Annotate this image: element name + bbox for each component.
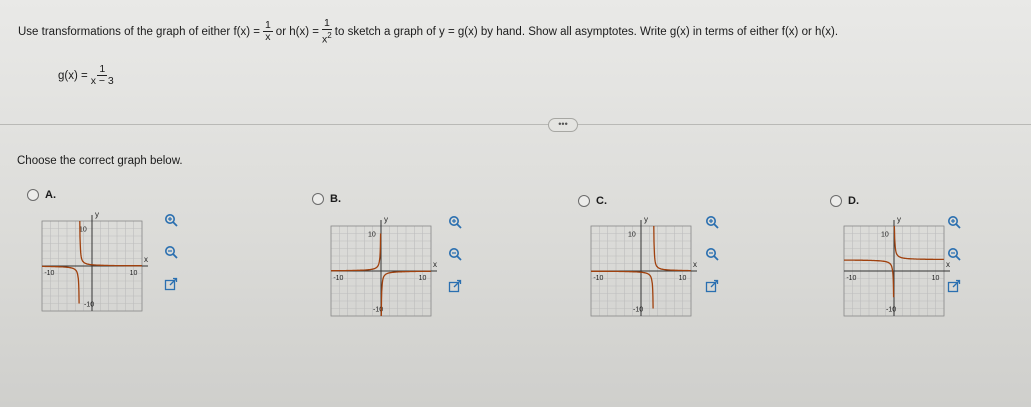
g-reference: g(x) xyxy=(669,25,690,38)
f-fraction xyxy=(263,20,273,43)
option-a-radio[interactable] xyxy=(27,189,39,201)
option-d-radio[interactable] xyxy=(830,195,842,207)
h-fraction xyxy=(322,18,332,46)
tick-label-x-10: 10 xyxy=(678,275,687,282)
option-c-radio[interactable] xyxy=(578,195,590,207)
popout-icon[interactable] xyxy=(946,278,962,294)
h-exponent: 2 xyxy=(327,31,332,40)
tick-label-x-neg10: -10 xyxy=(333,275,344,282)
tick-label-x-neg10: -10 xyxy=(44,270,55,277)
tick-label-y-neg10: -10 xyxy=(84,301,95,309)
option-a[interactable] xyxy=(27,189,56,201)
x-axis-label: x xyxy=(946,260,950,269)
y-axis-label: y xyxy=(644,215,648,224)
y-axis-label: y xyxy=(897,215,901,224)
option-d[interactable] xyxy=(830,195,859,207)
tick-label-x-10: 10 xyxy=(418,275,427,282)
zoom-in-icon[interactable] xyxy=(946,214,962,230)
f-numerator: 1 xyxy=(264,19,271,32)
tick-label-y-neg10: -10 xyxy=(373,306,384,314)
y-expression: y = g(x) xyxy=(439,25,478,38)
y-axis-label: y xyxy=(384,215,388,224)
zoom-out-icon[interactable] xyxy=(704,246,720,262)
graph-option-a[interactable] xyxy=(38,207,154,315)
tick-label-x-10: 10 xyxy=(931,275,940,282)
f-lhs: f(x) = xyxy=(233,25,260,38)
zoom-out-icon[interactable] xyxy=(447,246,463,262)
h-reference: h(x). xyxy=(815,25,839,38)
x-axis-label: x xyxy=(433,260,437,269)
option-c[interactable] xyxy=(578,195,607,207)
zoom-in-icon[interactable] xyxy=(447,214,463,230)
tick-label-y-10: 10 xyxy=(79,226,87,234)
question-mid: to sketch a graph of xyxy=(334,25,436,38)
h-numerator: 1 xyxy=(323,17,330,29)
g-fraction xyxy=(91,64,114,87)
question-tail: by hand. Show all asymptotes. Write xyxy=(480,25,667,38)
h-denominator xyxy=(322,30,332,46)
tick-label-x-10: 10 xyxy=(129,270,138,277)
section-divider xyxy=(0,124,1031,125)
h-lhs: h(x) = xyxy=(289,25,319,38)
question-text xyxy=(18,18,838,46)
h-den-base: x xyxy=(322,33,328,46)
popout-icon[interactable] xyxy=(163,276,179,292)
graph-option-d[interactable] xyxy=(840,212,958,320)
option-d-label: D. xyxy=(848,195,859,207)
zoom-out-icon[interactable] xyxy=(946,246,962,262)
zoom-out-icon[interactable] xyxy=(163,244,179,260)
g-lhs: g(x) = xyxy=(58,69,88,82)
f-denominator: x xyxy=(265,31,271,44)
more-button[interactable]: ••• xyxy=(548,118,578,132)
tick-label-y-10: 10 xyxy=(628,231,636,239)
g-numerator: 1 xyxy=(99,63,106,75)
tick-label-x-neg10: -10 xyxy=(846,275,857,282)
option-b[interactable] xyxy=(312,193,341,205)
instruction-text: Choose the correct graph below. xyxy=(17,155,183,167)
y-axis-label: y xyxy=(95,210,99,219)
tick-label-y-neg10: -10 xyxy=(886,306,897,314)
x-axis-label: x xyxy=(144,255,148,264)
tick-label-y-neg10: -10 xyxy=(633,306,644,314)
x-axis-label: x xyxy=(693,260,697,269)
tick-label-x-neg10: -10 xyxy=(593,275,604,282)
zoom-in-icon[interactable] xyxy=(704,214,720,230)
option-b-label: B. xyxy=(330,193,341,205)
f-reference: f(x) xyxy=(781,25,799,38)
option-c-label: C. xyxy=(596,195,607,207)
popout-icon[interactable] xyxy=(704,278,720,294)
or-text: or xyxy=(275,25,287,38)
tick-label-y-10: 10 xyxy=(881,231,889,239)
option-a-label: A. xyxy=(45,189,56,201)
option-b-radio[interactable] xyxy=(312,193,324,205)
g-denominator: x − 3 xyxy=(90,75,114,87)
question-intro: Use transformations of the graph of either xyxy=(18,25,231,38)
in-terms-text: in terms of either xyxy=(692,25,779,38)
popout-icon[interactable] xyxy=(447,278,463,294)
given-function xyxy=(58,64,117,87)
tick-label-y-10: 10 xyxy=(368,231,376,239)
graph-option-b[interactable] xyxy=(327,212,445,320)
or-text-2: or xyxy=(801,25,812,38)
zoom-in-icon[interactable] xyxy=(163,212,179,228)
graph-option-c[interactable] xyxy=(587,212,705,320)
